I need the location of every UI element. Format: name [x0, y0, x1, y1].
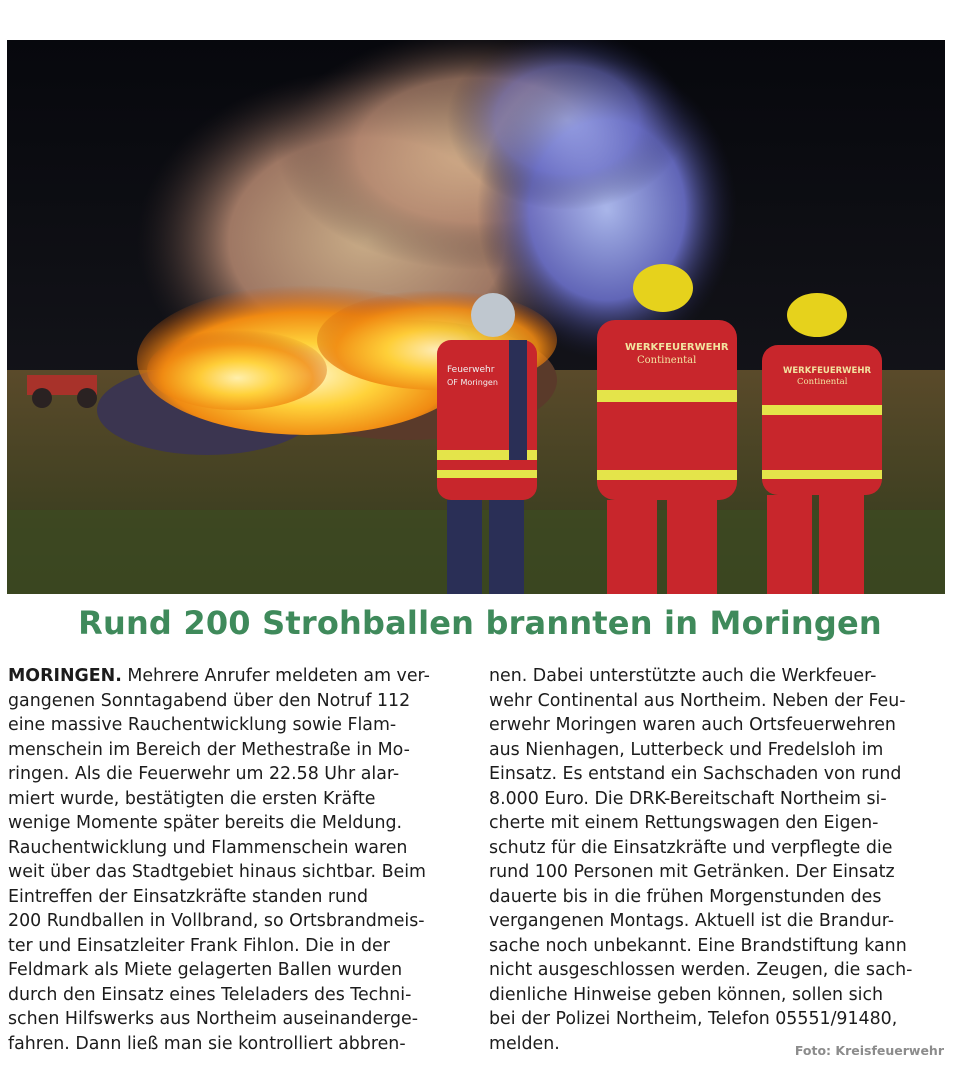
text-line: Feldmark als Miete gelagerten Ballen wurden — [8, 960, 403, 980]
text-line-segment: Mehrere Anrufer meldeten am ver- — [121, 666, 430, 686]
text-line: vergangenen Montags. Aktuell ist die Brandur- — [489, 911, 895, 931]
text-line: aus Nienhagen, Lutterbeck und Fredelsloh im — [489, 739, 884, 760]
text-line: nicht ausgeschlossen werden. Zeugen, die sach- — [489, 960, 913, 980]
text-line — [8, 664, 456, 689]
jacket-text: OF Moringen — [447, 378, 498, 387]
dateline: MORINGEN. — [8, 666, 122, 686]
text-line: nen. Dabei unterstützte auch die Werkfeuer- — [489, 666, 877, 686]
text-line: ter und Einsatzleiter Frank Fihlon. Die in der — [8, 935, 390, 956]
photo-credit: Foto: Kreisfeuerwehr — [794, 1043, 944, 1058]
text-line: dienliche Hinweise geben können, sollen sich — [489, 984, 884, 1005]
text-line: Einsatz. Es entstand ein Sachschaden von rund — [489, 764, 902, 784]
text-line: weit über das Stadtgebiet hinaus sichtbar. Beim — [8, 862, 426, 882]
text-line: fahren. Dann ließ man sie kontrolliert abbren- — [8, 1033, 406, 1054]
text-line: bei der Polizei Northeim, Telefon 05551/91480, — [489, 1009, 898, 1029]
text-line: 8.000 Euro. Die DRK-Bereitschaft Northeim si- — [489, 788, 887, 809]
text-line: menschein im Bereich der Methestraße in Mo- — [8, 739, 410, 760]
jacket-text: Feuerwehr — [447, 365, 495, 375]
text-line: miert wurde, bestätigten die ersten Kräfte — [8, 788, 376, 809]
jacket-text: Continental — [637, 355, 697, 366]
text-line: Rauchentwicklung und Flammenschein waren — [8, 837, 408, 858]
text-line: gangenen Sonntagabend über den Notruf 112 — [8, 690, 411, 711]
article-column-right — [489, 664, 937, 1056]
jacket-text: Continental — [797, 377, 848, 387]
text-line: Eintreffen der Einsatzkräfte standen rund — [8, 886, 369, 907]
text-line: schen Hilfswerks aus Northeim auseinanderge- — [8, 1009, 419, 1029]
text-line: wenige Momente später bereits die Meldung. — [8, 813, 403, 833]
jacket-text: WERKFEUERWEHR — [625, 342, 729, 353]
article-photo — [7, 40, 945, 594]
text-line: cherte mit einem Rettungswagen den Eigen- — [489, 813, 879, 833]
text-line: ringen. Als die Feuerwehr um 22.58 Uhr alar- — [8, 764, 400, 784]
text-line: melden. — [489, 1033, 560, 1054]
text-line: eine massive Rauchentwicklung sowie Flam- — [8, 715, 397, 735]
text-line: sache noch unbekannt. Eine Brandstiftung kann — [489, 935, 907, 956]
text-line: wehr Continental aus Northeim. Neben der Feu- — [489, 690, 906, 711]
article-headline: Rund 200 Strohballen brannten in Moringen — [78, 604, 882, 642]
text-line: schutz für die Einsatzkräfte und verpflegte die — [489, 837, 893, 858]
text-line: 200 Rundballen in Vollbrand, so Ortsbrandmeis- — [8, 911, 425, 931]
text-line: rund 100 Personen mit Getränken. Der Einsatz — [489, 862, 895, 882]
text-line: dauerte bis in die frühen Morgenstunden des — [489, 886, 882, 907]
article-column-left — [8, 664, 456, 1056]
jacket-text: WERKFEUERWEHR — [783, 366, 872, 376]
fire-scene-illustration — [7, 40, 945, 594]
text-line: durch den Einsatz eines Teleladers des Techni- — [8, 984, 412, 1005]
text-line: erwehr Moringen waren auch Ortsfeuerwehren — [489, 715, 896, 735]
